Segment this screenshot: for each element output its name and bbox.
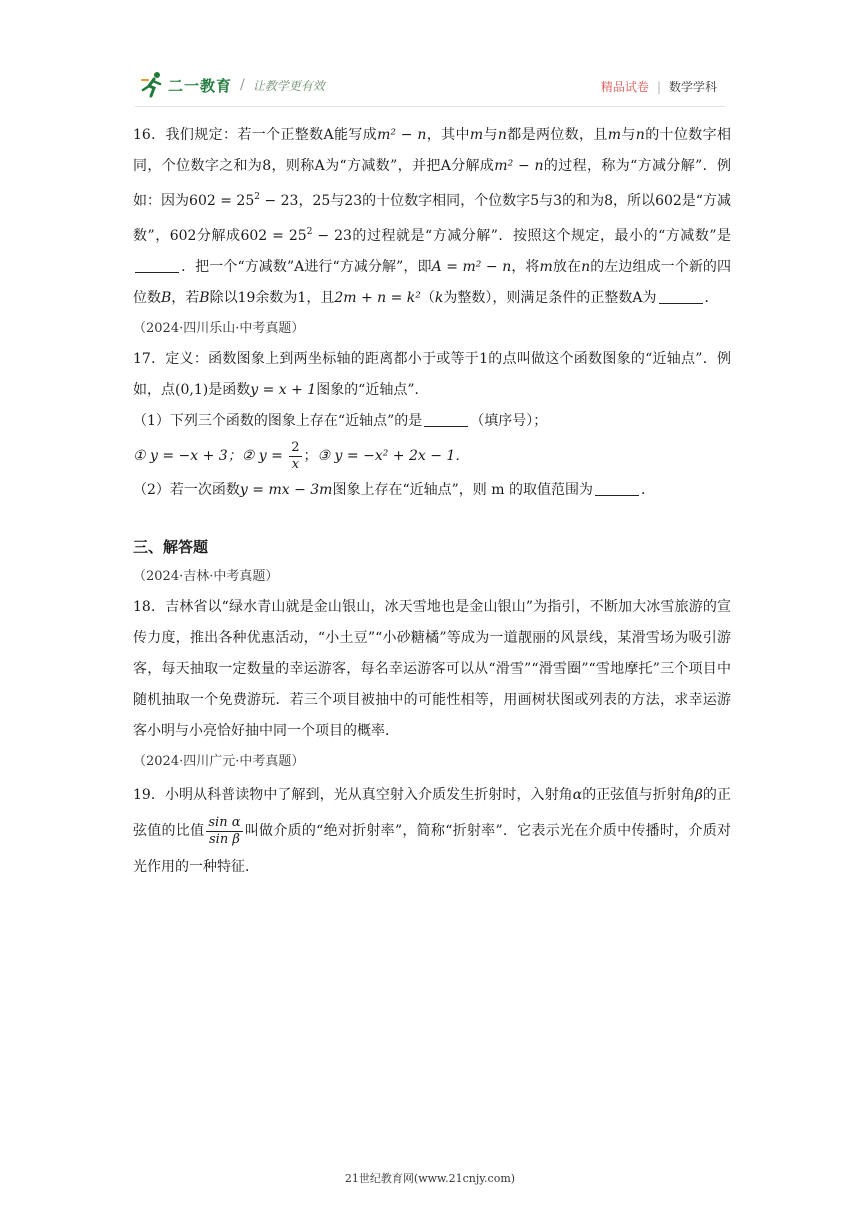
q16-expr: m² − n [494, 158, 544, 174]
answer-blank[interactable] [659, 289, 703, 304]
q16-text: 除以19余数为1，且 [209, 290, 335, 306]
question-17-part-2 [133, 475, 731, 506]
answer-blank[interactable] [135, 258, 179, 273]
q16-text: 16．我们规定：若一个正整数A能写成 [133, 127, 378, 143]
section-title: 三、解答题 [133, 538, 209, 556]
q16-text: ，若 [171, 290, 200, 306]
q19-var: β [694, 787, 703, 803]
answer-blank[interactable] [424, 412, 468, 427]
q17-text: 图象的“近轴点”． [316, 382, 429, 398]
option-1: ① y = −x + 3； [133, 448, 242, 464]
q16-var: n [635, 127, 645, 143]
q17-text: 图象上存在“近轴点”，则 m 的取值范围为 [332, 482, 593, 498]
answer-blank[interactable] [595, 481, 639, 496]
q16-var: n [581, 259, 591, 275]
option-2: ② y = [241, 448, 288, 464]
q17-text: （1）下列三个函数的图象上存在“近轴点”的是 [133, 413, 423, 429]
header-rule [135, 106, 725, 107]
q16-text: 与 [483, 127, 498, 143]
q16-var: m [469, 127, 484, 143]
source-tag: （2024·四川广元·中考真题） [133, 754, 305, 769]
q17-text: ； [303, 448, 318, 464]
fraction-numerator: sin α [208, 814, 241, 830]
logo-divider: / [240, 77, 245, 93]
q17-text: 17．定义：函数图象上到两坐标轴的距离都小于或等于1的点叫做这个函数图象的“近轴点”．例如，点 [133, 351, 731, 398]
q16-text: 的十位数字相同，个位数字之和为8，则称A为“方减数”，并把A分解成 [133, 127, 732, 174]
runner-logo-icon [140, 71, 166, 99]
logo-slogan: 让教学更有效 [252, 78, 325, 93]
q16-text: 的过程，称为“方减分解”．例如：因为602 = 25 [133, 158, 731, 209]
q16-text: − 23，25与23的十位数字相同，个位数字5与3的和为8，所以602是“方减数”，602分解成602 = 25 [133, 193, 731, 244]
q16-text: ，其中 [426, 127, 470, 143]
q16-text: ．把一个“方减数”A进行“方减分解”，即 [181, 259, 432, 275]
q16-expr: m² − n [377, 127, 427, 143]
q16-text: − 23的过程就是“方减分解”．按照这个规定，最小的“方减数”是 [312, 228, 732, 244]
question-17 [133, 344, 731, 406]
q16-text: 都是两位数，且 [506, 127, 608, 143]
question-16 [133, 120, 731, 314]
q16-var: k [434, 290, 444, 306]
exponent: 2 [254, 192, 260, 202]
logo [140, 70, 325, 100]
q17-function: y = x + 1 [250, 382, 317, 398]
q16-var: m [539, 259, 553, 275]
q19-text: 的正弦值的比值 [133, 787, 731, 839]
q16-text: ，将 [511, 259, 540, 275]
option-3: ③ y = −x² + 2x − 1． [317, 448, 470, 464]
exponent: 2 [306, 227, 313, 237]
fraction-denominator: sin β [209, 831, 240, 847]
q16-text: 放在 [552, 259, 582, 275]
source-tag: （2024·吉林·中考真题） [133, 569, 279, 584]
q16-var: B [199, 290, 210, 306]
q19-text: 叫做介质的“绝对折射率”，简称“折射率”．它表示光在介质中传播时，介质对光作用的一种特征． [133, 823, 731, 875]
q16-expr: 2m + n = k² [334, 290, 421, 306]
q16-var: m [607, 127, 622, 143]
tag-subject: 数学学科 [668, 80, 717, 94]
fraction-numerator: 2 [291, 439, 300, 455]
question-17-options [133, 437, 731, 475]
q17-text: （填序号）； [470, 413, 548, 429]
q17-text: 是函数 [208, 382, 251, 398]
q19-text: 的正弦值与折射角 [582, 787, 695, 803]
source-tag: （2024·四川乐山·中考真题） [133, 321, 305, 336]
q17-function: y = mx − 3m [239, 482, 333, 498]
q19-text: 19．小明从科普读物中了解到，光从真空射入介质发生折射时，入射角 [133, 787, 573, 803]
page-content [133, 120, 731, 885]
tag-premium: 精品试卷 [600, 80, 649, 94]
q17-point: (0,1) [175, 382, 209, 398]
tag-divider: | [656, 80, 661, 94]
fraction [206, 815, 242, 848]
page-header [0, 0, 860, 110]
q16-text: 与 [621, 127, 636, 143]
logo-name: 二一教育 [168, 76, 233, 95]
fraction-denominator: x [291, 456, 300, 472]
q16-text: 的左边组成一个新的四位数 [133, 259, 732, 306]
q16-var: B [161, 290, 172, 306]
q16-text: 为整数），则满足条件的正整数A为 [443, 290, 657, 306]
question-19 [133, 777, 731, 885]
question-18: 18．吉林省以“绿水青山就是金山银山，冰天雪地也是金山银山”为指引，不断加大冰雪旅游的宣传力度，推出各种优惠活动，“小土豆”“小砂糖橘”等成为一道靓丽的风景线，某滑雪场为吸引游客，每天抽取一定数量的幸运游客，每名幸运游客可以从“滑雪”“滑雪圈”“雪地摩托”三个项目中随机抽取一个免费游玩．若三个项目被抽中的可能性相等，用画树状图或列表的方法，求幸运游客小明与小亮恰好抽中同一个项目的概率． [133, 599, 731, 739]
q16-text: （ [420, 290, 435, 306]
q16-expr: A = m² − n [431, 259, 512, 275]
header-tags [601, 78, 717, 95]
q16-var: n [497, 127, 507, 143]
q16-text: ． [704, 290, 719, 306]
question-17-part-1 [133, 406, 731, 437]
page-footer: 21世纪教育网(www.21cnjy.com) [344, 1172, 516, 1185]
q17-text: ． [640, 482, 655, 498]
q19-var: α [572, 787, 583, 803]
q17-text: （2）若一次函数 [133, 482, 240, 498]
fraction [289, 440, 301, 473]
